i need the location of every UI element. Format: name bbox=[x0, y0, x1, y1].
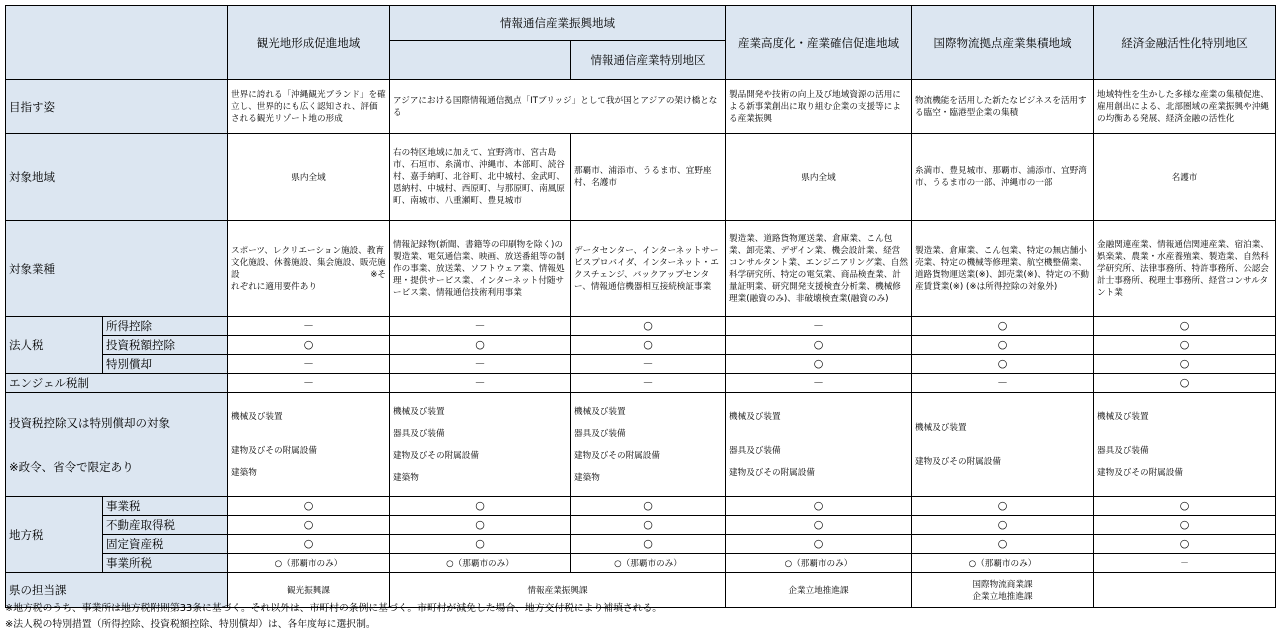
hojin-sub-label: 特別償却 bbox=[103, 355, 228, 374]
hojin-mark: ○ bbox=[726, 355, 912, 374]
taisho-item: 建物及びその附属設備 bbox=[393, 450, 479, 461]
chiho-mark: ○ bbox=[912, 516, 1094, 535]
chiho-mark: ○ bbox=[1094, 516, 1276, 535]
taisho-joho-tokubetsu bbox=[571, 393, 726, 497]
taisho-item: 機械及び装置 bbox=[915, 422, 967, 433]
footnote: ※法人税の特別措置（所得控除、投資税額控除、特別償却）は、各年度毎に選択制。 bbox=[5, 619, 376, 630]
footnote: ※地方税のうち、事業所は地方税附則第33条に基づく。それ以外は、市町村の条例に基づく。市町村が減免した場合、地方交付税により補填される。 bbox=[5, 603, 663, 614]
mezasu-keizai: 地域特性を生かした多様な産業の集積促進、雇用創出による、北部圏域の産業振興や沖縄の均衡ある発展、経済金融の活性化 bbox=[1094, 80, 1276, 134]
taisho-item: 建物及びその附属設備 bbox=[1097, 467, 1183, 478]
chiho-mark: ○（那覇市のみ） bbox=[390, 554, 571, 573]
chiho-mark: ○ bbox=[726, 497, 912, 516]
hojin-mark: ○ bbox=[912, 317, 1094, 336]
chiho-mark: ○ bbox=[390, 497, 571, 516]
angel-mark: － bbox=[390, 374, 571, 393]
taisho-item: 器具及び装備 bbox=[729, 445, 781, 456]
gyoshu-kanko-tail: れぞれに適用要件あり bbox=[231, 281, 317, 292]
taisho-item: 機械及び装置 bbox=[1097, 411, 1149, 422]
taisho-sangyo bbox=[726, 393, 912, 497]
taisho-item: 建築物 bbox=[231, 467, 257, 478]
row-label-hojin: 法人税 bbox=[6, 317, 103, 374]
angel-mark: ○ bbox=[1094, 374, 1276, 393]
chiho-mark: ○ bbox=[912, 497, 1094, 516]
taisho-butsuryu bbox=[912, 393, 1094, 497]
gyoshu-joho-tokubetsu: データセンター、インターネットサービスプロバイダ、インターネット・エクスチェンジ、バックアップセンター、情報通信機器相互接続検証事業 bbox=[571, 221, 726, 317]
chiho-mark: ○ bbox=[228, 516, 390, 535]
chiho-mark: ○（那覇市のみ） bbox=[228, 554, 390, 573]
chiho-mark: ○ bbox=[1094, 497, 1276, 516]
gyoshu-kanko bbox=[228, 221, 390, 317]
chiho-mark: ○ bbox=[228, 535, 390, 554]
angel-mark: － bbox=[228, 374, 390, 393]
chiho-mark: ○（那覇市のみ） bbox=[912, 554, 1094, 573]
hojin-mark: ○ bbox=[571, 317, 726, 336]
hojin-mark: ○ bbox=[912, 336, 1094, 355]
taisho-item: 器具及び装備 bbox=[393, 428, 445, 439]
taisho-item: 建物及びその附属設備 bbox=[574, 450, 660, 461]
tanto-keizai bbox=[1094, 573, 1276, 608]
hojin-mark: － bbox=[571, 355, 726, 374]
header-sangyo: 産業高度化・産業確信促進地域 bbox=[726, 6, 912, 80]
taisho-item: 機械及び装置 bbox=[729, 411, 781, 422]
row-label-taisho bbox=[6, 393, 228, 497]
taisho-label: 投資税控除又は特別償却の対象 bbox=[9, 415, 170, 430]
hojin-mark: － bbox=[228, 317, 390, 336]
taisho-item: 建物及びその附属設備 bbox=[231, 445, 317, 456]
chiho-mark: ○（那覇市のみ） bbox=[571, 554, 726, 573]
hojin-mark: － bbox=[390, 317, 571, 336]
header-blank bbox=[6, 6, 228, 80]
gyoshu-joho: 情報記録物(新聞、書籍等の印刷物を除く)の製造業、電気通信業、映画、放送番組等の制作の事業、放送業、ソフトウェア業、情報処理・提供サービス業、インターネット付随サービス業、情報通信技術利用事業 bbox=[390, 221, 571, 317]
tanto-butsuryu bbox=[912, 573, 1094, 608]
header-kanko: 観光地形成促進地域 bbox=[228, 6, 390, 80]
chiho-mark: ○ bbox=[726, 516, 912, 535]
tax-incentive-table bbox=[5, 5, 1276, 608]
angel-mark: － bbox=[726, 374, 912, 393]
chiho-sub-label: 不動産取得税 bbox=[103, 516, 228, 535]
row-label-angel: エンジェル税制 bbox=[6, 374, 228, 393]
taisho-joho bbox=[390, 393, 571, 497]
angel-mark: － bbox=[912, 374, 1094, 393]
header-keizai: 経済金融活性化特別地区 bbox=[1094, 6, 1276, 80]
taisho-kanko bbox=[228, 393, 390, 497]
chiho-sub-label: 事業税 bbox=[103, 497, 228, 516]
hojin-sub-label: 所得控除 bbox=[103, 317, 228, 336]
header-blank-sub bbox=[390, 41, 571, 80]
chiho-sub-label: 固定資産税 bbox=[103, 535, 228, 554]
tanto-sangyo: 企業立地推進課 bbox=[726, 573, 912, 608]
hojin-mark: － bbox=[726, 317, 912, 336]
tanto-kanko: 観光振興課 bbox=[228, 573, 390, 608]
taisho-item: 器具及び装備 bbox=[1097, 445, 1149, 456]
row-label-tanto: 県の担当課 bbox=[6, 573, 228, 608]
chiho-mark: ○ bbox=[390, 516, 571, 535]
gyoshu-keizai: 金融関連産業、情報通信関連産業、宿泊業、娯楽業、農業・水産養殖業、製造業、自然科学研究所、法律事務所、特許事務所、公認会計士事務所、税理士事務所、経営コンサルタント業 bbox=[1094, 221, 1276, 317]
chiiki-keizai: 名護市 bbox=[1094, 134, 1276, 221]
mezasu-sangyo: 製品開発や技術の向上及び地域資源の活用による新事業創出に取り組む企業の支援等による産業振興 bbox=[726, 80, 912, 134]
hojin-mark: ○ bbox=[390, 336, 571, 355]
chiiki-sangyo: 県内全域 bbox=[726, 134, 912, 221]
row-label-gyoshu: 対象業種 bbox=[6, 221, 228, 317]
gyoshu-butsuryu: 製造業、倉庫業、こん包業、特定の無店舗小売業、特定の機械等修理業、航空機整備業、道路貨物運送業(※)、卸売業(※)、特定の不動産賃貸業(※) (※は所得控除の対象外) bbox=[912, 221, 1094, 317]
row-label-chiiki: 対象地域 bbox=[6, 134, 228, 221]
hojin-mark: ○ bbox=[1094, 336, 1276, 355]
row-label-mezasu: 目指す姿 bbox=[6, 80, 228, 134]
tanto-butsuryu-1: 国際物流商業課 bbox=[972, 580, 1033, 590]
chiho-mark: － bbox=[1094, 554, 1276, 573]
chiho-mark: ○ bbox=[571, 535, 726, 554]
taisho-keizai bbox=[1094, 393, 1276, 497]
gyoshu-kanko-main: スポーツ、レクリエーション施設、教育文化施設、休養施設、集会施設、販売施設 bbox=[231, 245, 386, 280]
taisho-item: 建物及びその附属設備 bbox=[729, 467, 815, 478]
chiiki-kanko: 県内全域 bbox=[228, 134, 390, 221]
mezasu-kanko: 世界に誇れる「沖縄観光ブランド」を確立し、世界的にも広く認知され、評価される観光リゾート地の形成 bbox=[228, 80, 390, 134]
chiho-mark: ○ bbox=[912, 535, 1094, 554]
taisho-item: 機械及び装置 bbox=[574, 406, 626, 417]
taisho-item: 建築物 bbox=[393, 472, 419, 483]
header-butsuryu: 国際物流拠点産業集積地域 bbox=[912, 6, 1094, 80]
tanto-joho: 情報産業振興課 bbox=[390, 573, 726, 608]
mezasu-joho: アジアにおける国際情報通信拠点「ITブリッジ」として我が国とアジアの架け橋となる bbox=[390, 80, 726, 134]
hojin-sub-label: 投資税額控除 bbox=[103, 336, 228, 355]
taisho-label-note: ※政令、省令で限定あり bbox=[9, 459, 134, 474]
taisho-item: 器具及び装備 bbox=[574, 428, 626, 439]
taisho-item: 建築物 bbox=[574, 472, 600, 483]
gyoshu-sangyo: 製造業、道路貨物運送業、倉庫業、こん包業、卸売業、デザイン業、機会設計業、経営コンサルタント業、エンジニアリング業、自然科学研究所、特定の電気業、商品検査業、計量証明業、研究開発支援検査分析業、機械修理業(融資のみ)、非破壊検査業(融資のみ) bbox=[726, 221, 912, 317]
row-label-chiho: 地方税 bbox=[6, 497, 103, 573]
chiho-mark: ○ bbox=[726, 535, 912, 554]
angel-mark: － bbox=[571, 374, 726, 393]
chiho-mark: ○ bbox=[1094, 535, 1276, 554]
chiho-mark: ○ bbox=[571, 497, 726, 516]
tanto-butsuryu-2: 企業立地推進課 bbox=[972, 592, 1033, 602]
hojin-mark: ○ bbox=[571, 336, 726, 355]
hojin-mark: ○ bbox=[228, 336, 390, 355]
gyoshu-kanko-note: ※そ bbox=[370, 269, 386, 280]
taisho-item: 機械及び装置 bbox=[231, 411, 283, 422]
chiiki-butsuryu: 糸満市、豊見城市、那覇市、浦添市、宜野湾市、うるま市の一部、沖縄市の一部 bbox=[912, 134, 1094, 221]
chiho-sub-label: 事業所税 bbox=[103, 554, 228, 573]
chiho-mark: ○（那覇市のみ） bbox=[726, 554, 912, 573]
chiiki-joho: 右の特区地域に加えて、宜野湾市、宮古島市、石垣市、糸満市、沖縄市、本部町、読谷村、嘉手納町、北谷町、北中城村、金武町、恩納村、中城村、西原町、与那原町、南風原町、南城市、八重瀬町、豊見城市 bbox=[390, 134, 571, 221]
hojin-mark: ○ bbox=[912, 355, 1094, 374]
hojin-mark: ○ bbox=[1094, 317, 1276, 336]
chiho-mark: ○ bbox=[228, 497, 390, 516]
chiiki-joho-tokubetsu: 那覇市、浦添市、うるま市、宜野座村、名護市 bbox=[571, 134, 726, 221]
chiho-mark: ○ bbox=[390, 535, 571, 554]
hojin-mark: ○ bbox=[1094, 355, 1276, 374]
hojin-mark: ○ bbox=[726, 336, 912, 355]
taisho-item: 機械及び装置 bbox=[393, 406, 445, 417]
header-joho: 情報通信産業振興地域 bbox=[390, 6, 726, 41]
footnotes bbox=[5, 601, 662, 633]
chiho-mark: ○ bbox=[571, 516, 726, 535]
mezasu-butsuryu: 物流機能を活用した新たなビジネスを活用する臨空・臨港型企業の集積 bbox=[912, 80, 1094, 134]
hojin-mark: － bbox=[390, 355, 571, 374]
taisho-item: 建物及びその附属設備 bbox=[915, 456, 1001, 467]
header-joho-tokubetsu: 情報通信産業特別地区 bbox=[571, 41, 726, 80]
hojin-mark: － bbox=[228, 355, 390, 374]
